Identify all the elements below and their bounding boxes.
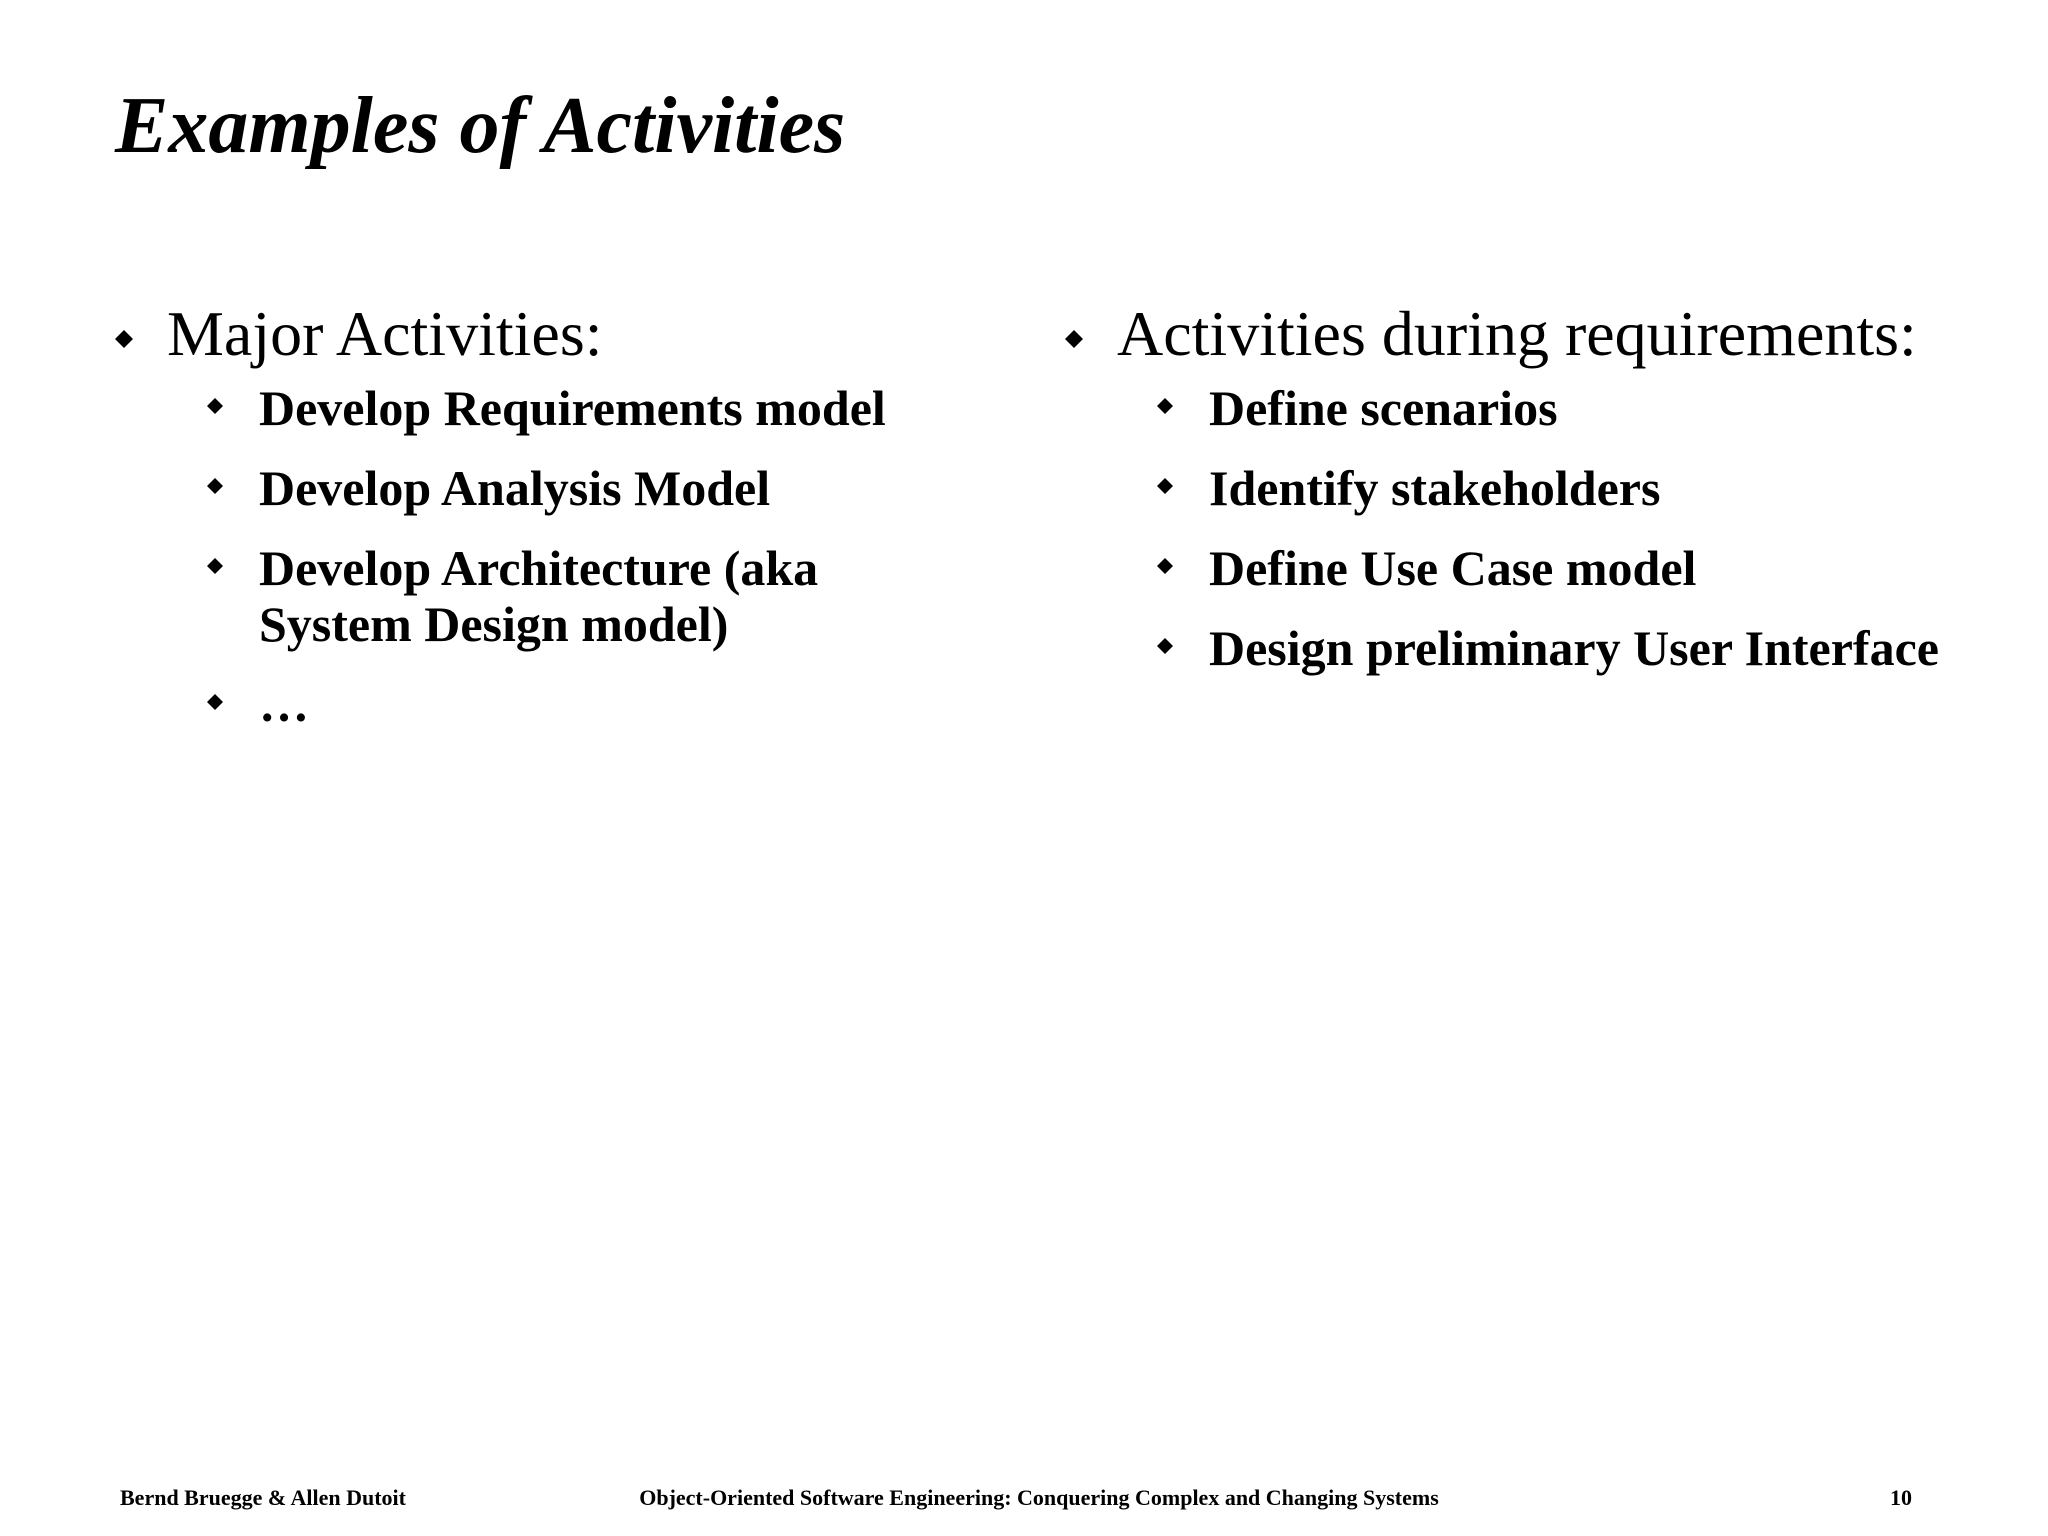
- left-column: [115, 300, 975, 756]
- right-column: [1065, 300, 1965, 700]
- diamond-bullet-icon: [1157, 478, 1173, 494]
- diamond-bullet-icon: [207, 398, 223, 414]
- list-item-label: Develop Requirements model: [259, 380, 886, 436]
- diamond-bullet-icon: [207, 478, 223, 494]
- list-item: [1157, 620, 1965, 676]
- diamond-bullet-icon: [1157, 558, 1173, 574]
- footer-book-title: Object-Oriented Software Engineering: Conquering Complex and Changing Systems: [639, 1485, 1439, 1510]
- list-item-label: Define scenarios: [1209, 380, 1558, 436]
- major-activities-item: [115, 300, 975, 368]
- slide-title: Examples of Activities: [115, 82, 846, 170]
- major-activities-list: [115, 380, 975, 732]
- requirements-activities-heading: Activities during requirements:: [1117, 298, 1917, 369]
- diamond-bullet-icon: [207, 694, 223, 710]
- list-item: [207, 460, 975, 516]
- list-item: [207, 540, 975, 652]
- list-item-label: Develop Architecture (aka System Design model): [259, 540, 819, 652]
- list-item: [1157, 540, 1965, 596]
- diamond-bullet-icon: [1157, 398, 1173, 414]
- list-item-label: Identify stakeholders: [1209, 460, 1661, 516]
- list-item: [1157, 380, 1965, 436]
- diamond-bullet-icon: [1157, 638, 1173, 654]
- list-item: [1157, 460, 1965, 516]
- footer-page-number: 10: [1890, 1485, 1912, 1510]
- requirements-activities-list: [1065, 380, 1965, 676]
- requirements-activities-item: [1065, 300, 1965, 368]
- list-item-label: Define Use Case model: [1209, 540, 1697, 596]
- diamond-bullet-icon: [115, 330, 133, 348]
- list-item-label: …: [259, 676, 309, 732]
- list-item-label: Design preliminary User Interface: [1209, 620, 1939, 676]
- diamond-bullet-icon: [1065, 330, 1083, 348]
- diamond-bullet-icon: [207, 558, 223, 574]
- list-item-label: Develop Analysis Model: [259, 460, 771, 516]
- major-activities-heading: Major Activities:: [167, 298, 603, 369]
- list-item: [207, 676, 975, 732]
- footer-authors: Bernd Bruegge & Allen Dutoit: [120, 1485, 406, 1510]
- list-item: [207, 380, 975, 436]
